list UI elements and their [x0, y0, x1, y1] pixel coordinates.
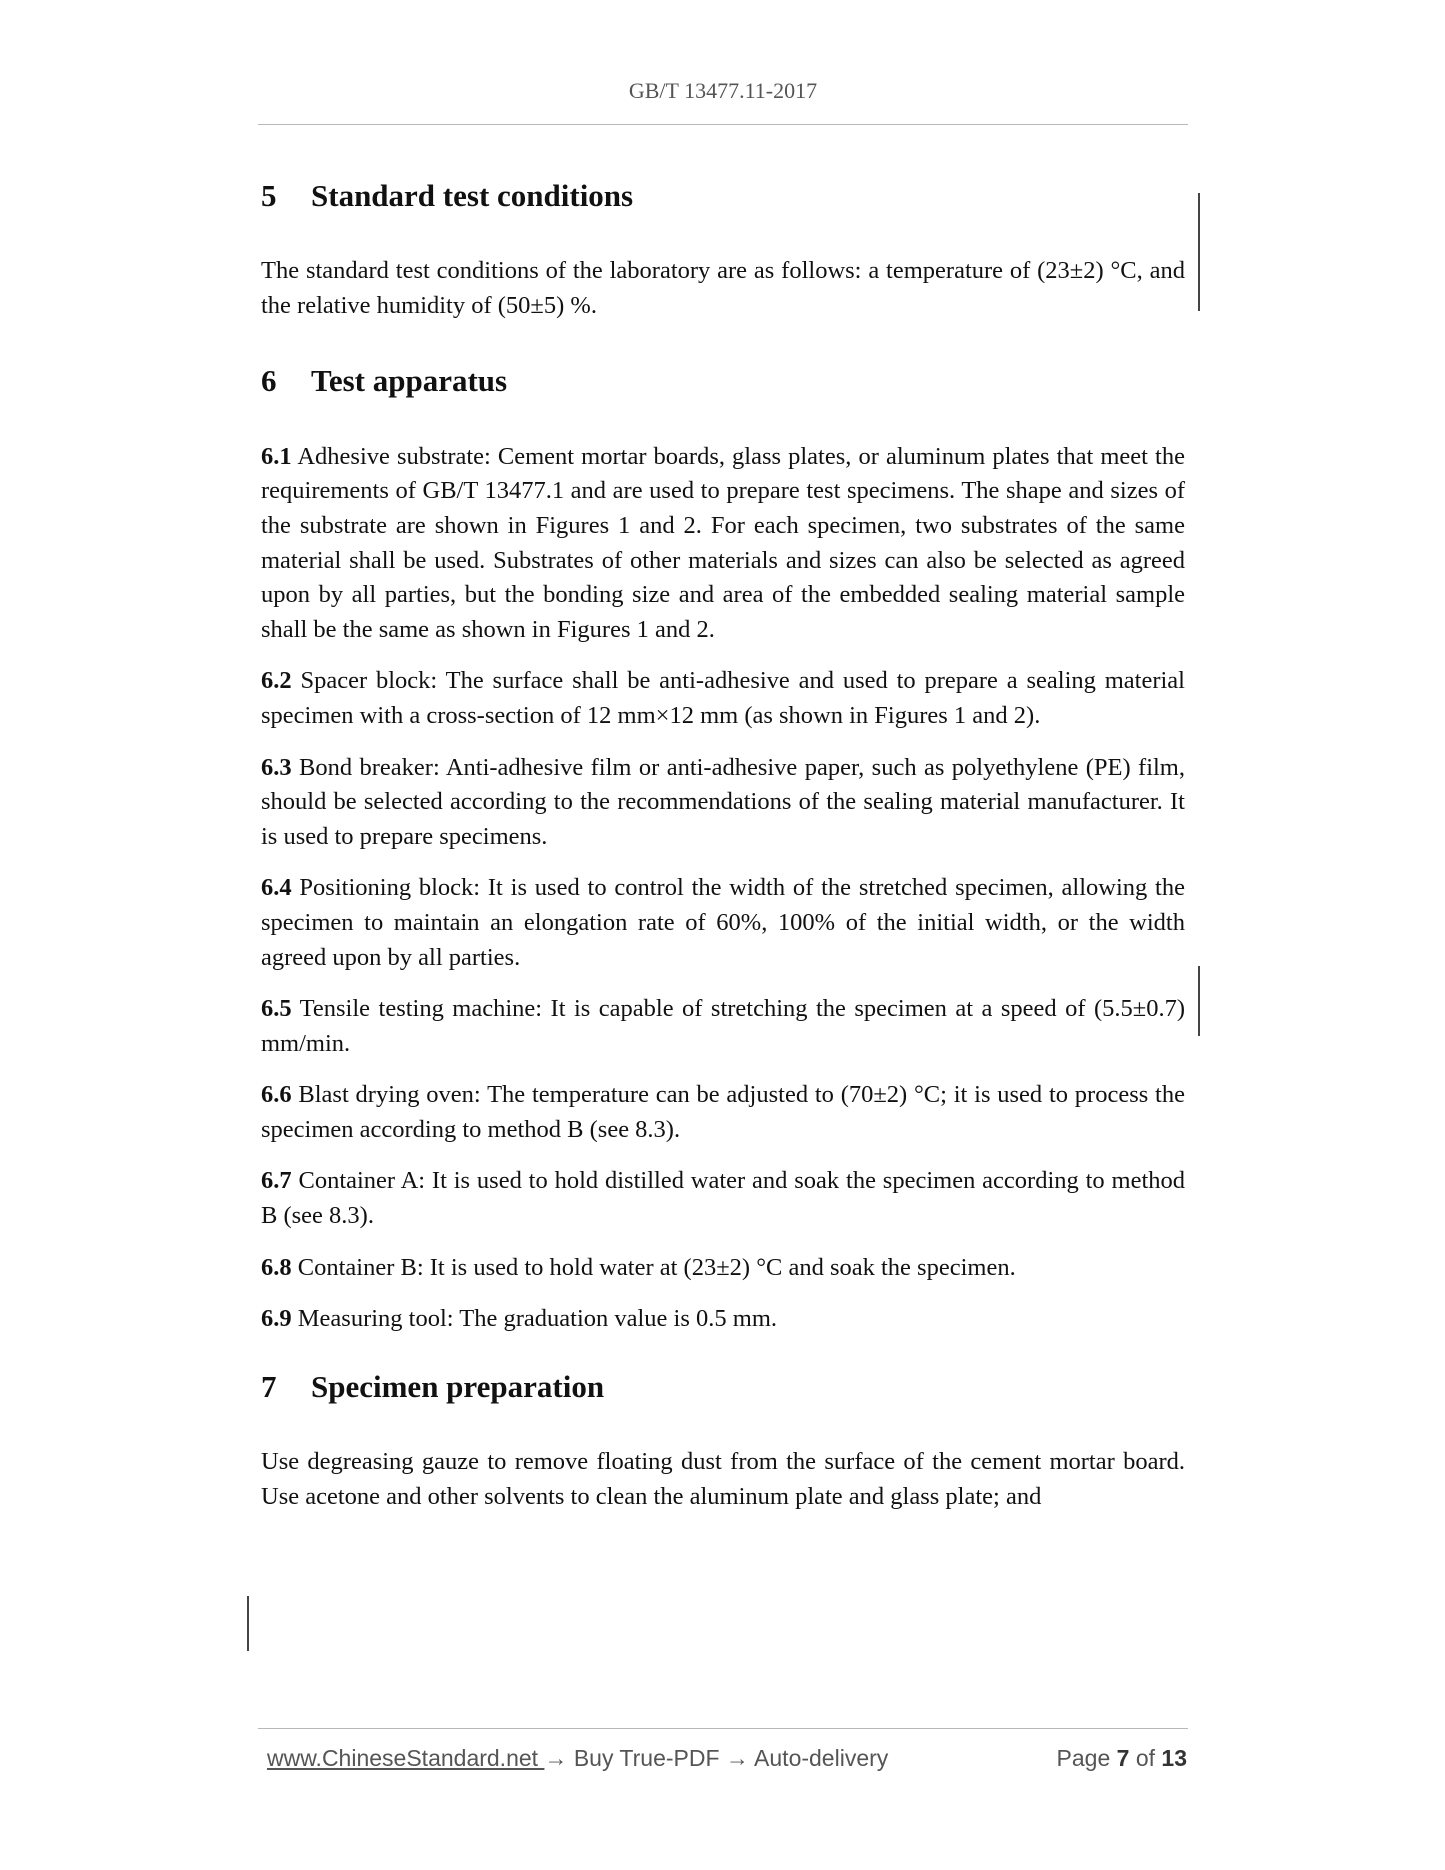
clause-6-6: [261, 1078, 1185, 1147]
section-6-heading: [261, 361, 1185, 401]
clause-text: Tensile testing machine: It is capable of stretching the specimen at a speed of (5.5±0.7) mm/min.: [261, 995, 1185, 1057]
clause-6-1: [261, 440, 1185, 648]
clause-6-8: [261, 1251, 1185, 1286]
clause-text: Positioning block: It is used to control the width of the stretched specimen, allowing the specimen to maintain an elongation rate of 60%, 100% of the initial width, or the width agreed upon by all parties.: [261, 874, 1185, 971]
clause-6-3: [261, 751, 1185, 855]
clause-text: Blast drying oven: The temperature can be adjusted to (70±2) °C; it is used to process the specimen according to method B (see 8.3).: [261, 1081, 1185, 1143]
clause-text: Spacer block: The surface shall be anti-adhesive and used to prepare a sealing material specimen with a cross-section of 12 mm×12 mm (as shown in Figures 1 and 2).: [261, 667, 1185, 729]
buy-text: Buy True-PDF: [567, 1745, 726, 1771]
section-number: 7: [261, 1368, 277, 1404]
clause-number: 6.2: [261, 667, 292, 695]
section-title: Specimen preparation: [311, 1368, 605, 1404]
site-link[interactable]: www.ChineseStandard.net: [267, 1745, 545, 1771]
page-label: Page: [1056, 1745, 1117, 1771]
page-footer: [267, 1745, 1187, 1777]
page-number: [1057, 1745, 1187, 1772]
clause-6-4: [261, 871, 1185, 975]
change-bar: [1198, 193, 1200, 311]
clause-6-5: [261, 992, 1185, 1061]
clause-number: 6.8: [261, 1253, 292, 1281]
section-title: Test apparatus: [311, 363, 508, 399]
clause-number: 6.3: [261, 753, 292, 781]
clause-text: Container B: It is used to hold water at (23±2) °C and soak the specimen.: [291, 1253, 1016, 1281]
arrow-icon: →: [544, 1745, 568, 1771]
clause-text: Bond breaker: Anti-adhesive film or anti-adhesive paper, such as polyethylene (PE) film, should be selected according to the recommendations of the sealing material manufacturer. It is used to prepare specimens.: [261, 753, 1185, 850]
change-bar: [1198, 966, 1200, 1036]
clause-6-9: [261, 1302, 1185, 1337]
clause-text: Measuring tool: The graduation value is 0.5 mm.: [291, 1305, 778, 1333]
section-number: 6: [261, 363, 277, 399]
section-title: Standard test conditions: [311, 178, 634, 213]
clause-number: 6.7: [261, 1167, 292, 1195]
page-current: 7: [1116, 1745, 1130, 1771]
clause-6-7: [261, 1164, 1185, 1233]
clause-number: 6.5: [261, 995, 292, 1023]
clause-number: 6.4: [261, 874, 292, 902]
page-total: 13: [1161, 1745, 1187, 1771]
clause-text: Container A: It is used to hold distilled water and soak the specimen according to method B (see 8.3).: [261, 1167, 1185, 1230]
change-bar: [247, 1596, 249, 1651]
footer-links: [267, 1745, 888, 1772]
section-5-heading: [261, 176, 1185, 216]
section-5-paragraph: The standard test conditions of the laboratory are as follows: a temperature of (23±2) °C, and the relative humidity of (50±5) %.: [261, 257, 1185, 319]
footer-rule: [258, 1728, 1188, 1729]
running-header: GB/T 13477.11-2017: [628, 78, 818, 103]
arrow-icon: →: [725, 1745, 749, 1771]
section-7-heading: [261, 1367, 1185, 1407]
clause-number: 6.9: [261, 1305, 292, 1333]
section-7-paragraph: Use degreasing gauze to remove floating dust from the surface of the cement mortar board. Use acetone and other solvents to clean the aluminum plate and glass plate; and: [261, 1448, 1185, 1510]
header-rule: [258, 124, 1188, 125]
clause-6-2: [261, 664, 1185, 733]
clause-number: 6.1: [261, 442, 292, 470]
clause-number: 6.6: [261, 1081, 292, 1109]
page-of: of: [1129, 1745, 1162, 1771]
clause-text: Adhesive substrate: Cement mortar boards, glass plates, or aluminum plates that meet the requirements of GB/T 13477.1 and are used to prepare test specimens. The shape and sizes of the substrate are shown in Figures 1 and 2. For each specimen, two substrates of the same material shall be used. Substrates of other materials and sizes can also be selected as agreed upon by all parties, but the bonding size and area of the embedded sealing material sample shall be the same as shown in Figures 1 and 2.: [261, 442, 1185, 643]
page-body: [261, 176, 1185, 1514]
delivery-text: Auto-delivery: [748, 1745, 889, 1771]
section-number: 5: [261, 178, 277, 213]
